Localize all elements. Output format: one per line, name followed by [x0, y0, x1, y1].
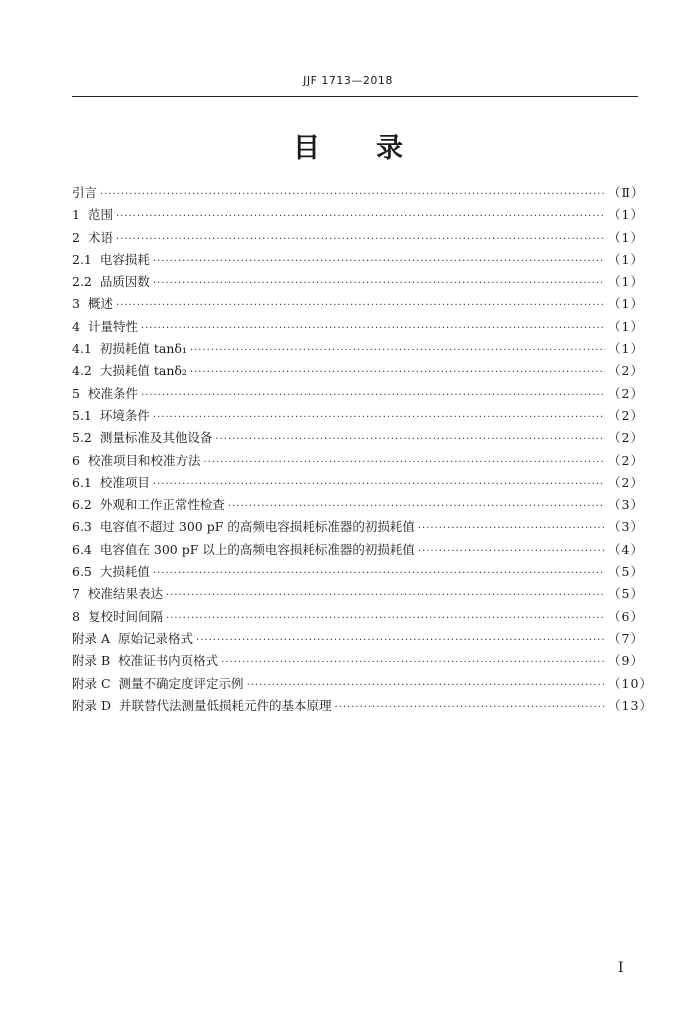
toc-leader-dots	[335, 697, 605, 719]
toc-entry-page: （1）	[608, 251, 644, 267]
toc-entry-page: （1）	[608, 207, 644, 223]
toc-entry[interactable]	[72, 472, 644, 494]
toc-entry-number: 6.2	[72, 497, 92, 513]
toc-entry[interactable]	[72, 695, 653, 717]
toc-leader-dots	[228, 496, 605, 518]
toc-leader-dots	[247, 675, 605, 697]
toc-entry-label: 计量特性	[87, 318, 138, 334]
toc-entry-number: 6.4	[72, 541, 92, 557]
toc-entry-number: 2.1	[72, 251, 92, 267]
toc-entry[interactable]	[72, 583, 644, 605]
toc-entry-page: （3）	[608, 519, 644, 535]
toc-entry-number: 5.1	[72, 407, 92, 423]
toc-entry-number: 6.3	[72, 519, 92, 535]
toc-leader-dots	[153, 273, 605, 295]
toc-entry-page: （10）	[608, 675, 653, 691]
toc-title-char-2: 录	[376, 133, 403, 164]
toc-entry[interactable]	[72, 316, 644, 338]
toc-entry[interactable]	[72, 271, 644, 293]
toc-entry-page: （2）	[608, 407, 644, 423]
toc-entry-number: 8	[72, 608, 80, 624]
toc-leader-dots	[100, 184, 605, 206]
toc-leader-dots	[116, 295, 605, 317]
toc-leader-dots	[153, 407, 605, 429]
toc-entry[interactable]	[72, 204, 644, 226]
toc-entry-page: （2）	[608, 385, 644, 401]
toc-entry-number: 5.2	[72, 430, 92, 446]
toc-leader-dots	[116, 229, 605, 251]
toc-entry-label: 复校时间间隔	[87, 608, 163, 624]
toc-leader-dots	[203, 452, 605, 474]
toc-leader-dots	[418, 541, 605, 563]
toc-entry-page: （1）	[608, 229, 644, 245]
toc-entry-label: 测量标准及其他设备	[99, 430, 213, 446]
toc-entry-page: （2）	[608, 430, 644, 446]
toc-leader-dots	[153, 563, 605, 585]
toc-entry-number: 4.1	[72, 341, 92, 357]
toc-entry-page: （Ⅱ）	[608, 185, 645, 200]
toc-entry-page: （6）	[608, 608, 644, 624]
toc-entry-page: （1）	[608, 318, 644, 334]
toc-entry[interactable]	[72, 182, 645, 204]
toc-leader-dots	[153, 474, 605, 496]
toc-entry[interactable]	[72, 673, 653, 695]
toc-entry-number: 4	[72, 318, 80, 334]
toc-entry-page: （2）	[608, 452, 644, 468]
toc-entry[interactable]	[72, 293, 644, 315]
toc-entry-label: 校准条件	[87, 385, 138, 401]
toc-entry-number: 3	[72, 296, 80, 312]
toc-entry-page: （13）	[608, 697, 653, 713]
toc-entry-page: （2）	[608, 363, 644, 379]
toc-entry[interactable]	[72, 561, 644, 583]
toc-entry[interactable]	[72, 383, 644, 405]
toc-entry[interactable]	[72, 516, 644, 538]
toc-entry-page: （1）	[608, 341, 644, 357]
toc-leader-dots	[221, 652, 605, 674]
toc-title	[0, 126, 696, 165]
toc-entry-page: （1）	[608, 274, 644, 290]
toc-entry-label: 环境条件	[99, 407, 150, 423]
toc-entry-label: 并联替代法测量低损耗元件的基本原理	[119, 697, 332, 713]
toc-entry[interactable]	[72, 494, 644, 516]
toc-entry-page: （4）	[608, 541, 644, 557]
toc-entry-label: 校准结果表达	[87, 586, 163, 602]
toc-entry-label: 引言	[72, 185, 98, 200]
toc-entry-label: 校准证书内页格式	[118, 653, 219, 669]
toc-leader-dots	[153, 251, 605, 273]
toc-leader-dots	[141, 385, 605, 407]
toc-entry-label: 品质因数	[99, 274, 150, 290]
toc-entry[interactable]	[72, 338, 644, 360]
toc-entry-label: 校准项目和校准方法	[87, 452, 201, 468]
toc-entry[interactable]	[72, 539, 644, 561]
toc-entry-label: 电容值不超过 300 pF 的高频电容损耗标准器的初损耗值	[99, 519, 415, 535]
toc-entry-number: 7	[72, 586, 80, 602]
toc-entry-page: （3）	[608, 497, 644, 513]
toc-entry[interactable]	[72, 227, 644, 249]
toc-leader-dots	[141, 318, 605, 340]
toc-entry-label: 电容损耗	[99, 251, 150, 267]
toc-entry-label: 电容值在 300 pF 以上的高频电容损耗标准器的初损耗值	[99, 541, 415, 557]
toc-entry-number: 2.2	[72, 274, 92, 290]
toc-entry-label: 外观和工作正常性检查	[99, 497, 225, 513]
toc-entry-page: （1）	[608, 296, 644, 312]
toc-entry-number: 1	[72, 207, 80, 223]
toc-entry-page: （5）	[608, 564, 644, 580]
toc-leader-dots	[166, 608, 605, 630]
toc-title-char-1: 目	[293, 133, 320, 164]
toc-leader-dots	[190, 362, 605, 384]
toc-entry-label: 范围	[87, 207, 113, 223]
toc-leader-dots	[116, 206, 605, 228]
toc-entry-number: 6.5	[72, 564, 92, 580]
toc-entry-page: （2）	[608, 474, 644, 490]
toc-entry-label: 原始记录格式	[118, 630, 194, 646]
standard-code-header: JJF 1713—2018	[303, 74, 393, 87]
toc-entry-label: 初损耗值 tanδ₁	[99, 341, 187, 357]
toc-entry[interactable]	[72, 360, 644, 382]
toc-entry-number: 2	[72, 229, 80, 245]
toc-entry[interactable]	[72, 405, 644, 427]
toc-entry-label: 大损耗值	[99, 564, 150, 580]
toc-entry-page: （7）	[608, 630, 644, 646]
toc-entry-number: 6	[72, 452, 80, 468]
toc-leader-dots	[166, 585, 605, 607]
header-divider	[72, 96, 638, 97]
toc-entry-label: 大损耗值 tanδ₂	[99, 363, 187, 379]
toc-entry-page: （9）	[608, 653, 644, 669]
toc-leader-dots	[215, 429, 605, 451]
toc-entry[interactable]	[72, 427, 644, 449]
toc-leader-dots	[190, 340, 605, 362]
toc-entry-label: 校准项目	[99, 474, 150, 490]
toc-entry-number: 附录 B	[72, 653, 111, 669]
toc-entry-page: （5）	[608, 586, 644, 602]
toc-list	[72, 182, 653, 717]
toc-leader-dots	[418, 518, 605, 540]
toc-entry[interactable]	[72, 606, 644, 628]
toc-entry-number: 附录 C	[72, 675, 111, 691]
toc-entry-number: 附录 A	[72, 630, 111, 646]
toc-entry-number: 6.1	[72, 474, 92, 490]
toc-entry-number: 附录 D	[72, 697, 111, 713]
toc-leader-dots	[196, 630, 605, 652]
toc-entry[interactable]	[72, 450, 644, 472]
toc-entry-label: 概述	[87, 296, 113, 312]
toc-entry-label: 测量不确定度评定示例	[118, 675, 244, 691]
toc-entry[interactable]	[72, 650, 644, 672]
page-number: I	[618, 960, 624, 976]
toc-entry[interactable]	[72, 249, 644, 271]
toc-entry-number: 5	[72, 385, 80, 401]
toc-entry-number: 4.2	[72, 363, 92, 379]
toc-entry[interactable]	[72, 628, 644, 650]
toc-entry-label: 术语	[87, 229, 113, 245]
